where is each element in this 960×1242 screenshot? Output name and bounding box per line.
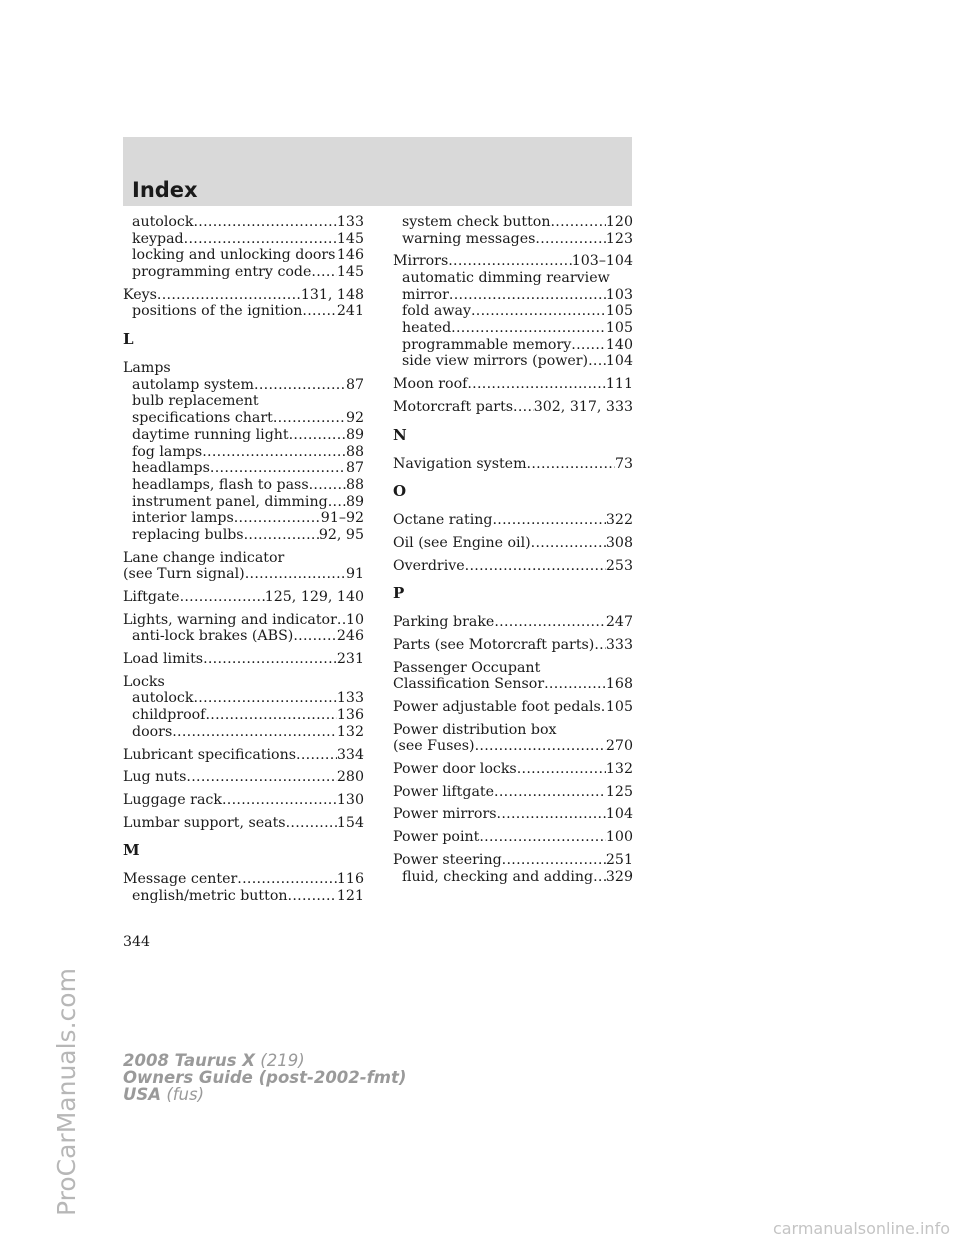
page-reference: 133: [336, 690, 364, 707]
index-subentry-line: [123, 527, 364, 544]
index-entry: [393, 722, 633, 755]
index-entry: [393, 456, 633, 473]
page-reference: 103–104: [571, 253, 633, 270]
index-entry: [393, 214, 633, 247]
dot-leader: [550, 214, 605, 231]
page-reference: 132: [336, 723, 364, 740]
index-entry: [393, 829, 633, 846]
index-entry: [123, 769, 364, 786]
page-reference: 246: [336, 628, 364, 645]
page-reference: 105: [605, 320, 633, 337]
dot-leader: [288, 888, 337, 905]
index-subentry-line: [123, 724, 364, 741]
footer-model: 2008 Taurus X: [123, 1051, 256, 1070]
page-reference: 247: [605, 614, 633, 631]
dot-leader: [588, 354, 606, 371]
index-entry-line: [393, 761, 633, 778]
entry-text: programmable memory: [402, 336, 572, 353]
page-reference: 103: [605, 286, 633, 303]
page-number: 344: [123, 934, 151, 950]
index-entry: [123, 287, 364, 320]
index-subentry-line: [123, 494, 364, 511]
index-column-left: [123, 214, 364, 911]
entry-text: Oil (see Engine oil): [393, 534, 531, 551]
entry-text: doors: [132, 723, 173, 740]
index-entry: [123, 612, 364, 645]
index-subentry-line: [123, 477, 364, 494]
dot-leader: [513, 399, 534, 416]
dot-leader: [449, 287, 606, 304]
page-reference: 132: [605, 761, 633, 778]
entry-text: Message center: [123, 871, 238, 888]
page-reference: 120: [605, 214, 633, 230]
page-reference: 105: [605, 699, 633, 716]
page-reference: 10: [345, 611, 364, 628]
entry-text: (see Turn signal): [123, 566, 245, 583]
page-reference: 116: [336, 871, 364, 888]
index-subentry-line: [393, 320, 633, 337]
dot-leader: [448, 253, 572, 270]
dot-leader: [234, 510, 321, 527]
dot-leader: [296, 747, 337, 764]
entry-text: warning messages: [402, 230, 536, 247]
entry-text: Power liftgate: [393, 783, 495, 800]
entry-text: fold away: [402, 303, 471, 320]
index-subentry-line: [393, 303, 633, 320]
page-reference: 104: [605, 353, 633, 370]
dot-leader: [492, 512, 605, 529]
index-entry: [393, 512, 633, 529]
entry-text: Classification Sensor: [393, 676, 545, 693]
index-entry-line: [393, 535, 633, 552]
entry-text: Luggage rack: [123, 791, 222, 808]
index-subentry-line: [123, 303, 364, 320]
index-entry-line: [393, 852, 633, 869]
dot-leader: [237, 871, 337, 888]
page-reference: 154: [336, 814, 364, 831]
index-entry: [393, 376, 633, 393]
index-subentry-line: [393, 337, 633, 354]
index-entry: [123, 871, 364, 904]
dot-leader: [184, 231, 337, 248]
footer-line-market: [123, 1086, 406, 1103]
index-entry-line: [393, 512, 633, 529]
page-reference: 231: [336, 651, 364, 668]
entry-text: daytime running light: [132, 426, 289, 443]
entry-text: Liftgate: [123, 589, 180, 606]
index-entry: [393, 535, 633, 552]
index-letter-heading: M: [123, 841, 140, 860]
index-entry-line: [393, 456, 633, 473]
page-reference: 104: [605, 806, 633, 823]
entry-text: headlamps: [132, 460, 210, 477]
page-reference: 302, 317, 333: [533, 398, 633, 415]
page-reference: 89: [345, 426, 364, 443]
page-reference: 241: [336, 303, 364, 320]
dot-leader: [531, 535, 606, 552]
dot-leader: [157, 287, 301, 304]
footer-line-model: [123, 1052, 406, 1069]
entry-text: (see Fuses): [393, 738, 475, 755]
page-reference: 145: [336, 264, 364, 281]
page-reference: 145: [336, 230, 364, 247]
index-entry-line: [123, 550, 364, 567]
page-reference: 73: [614, 455, 633, 472]
index-subentry-line: [123, 394, 364, 411]
footer-market-code: (fus): [166, 1085, 205, 1104]
footer-model-code: (219): [260, 1051, 305, 1070]
page-reference: 87: [345, 460, 364, 477]
index-subentry-line: [123, 691, 364, 708]
index-entry-line: [393, 376, 633, 393]
index-entry: [123, 747, 364, 764]
index-entry-line: [393, 253, 633, 270]
dot-leader: [245, 566, 346, 583]
entry-text: autolamp system: [132, 376, 255, 393]
index-entry-line: [393, 676, 633, 693]
index-subentry-line: [123, 264, 364, 281]
entry-text: Parking brake: [393, 614, 495, 631]
entry-text: Power mirrors: [393, 806, 497, 823]
entry-text: specifications chart: [132, 410, 273, 427]
dot-leader: [311, 264, 336, 281]
index-entry-line: [393, 637, 633, 654]
index-entry-line: [123, 769, 364, 786]
dot-leader: [210, 460, 346, 477]
index-entry-line: [123, 589, 364, 606]
entry-text: Mirrors: [393, 253, 449, 270]
page-reference: 322: [605, 512, 633, 529]
page-reference: 88: [345, 443, 364, 460]
entry-text: autolock: [132, 690, 194, 707]
entry-text: english/metric button: [132, 888, 288, 904]
index-subentry-line: [123, 444, 364, 461]
index-entry: [393, 637, 633, 654]
index-entry-line: [393, 699, 633, 716]
entry-text: bulb replacement: [132, 393, 259, 410]
index-letter-heading: L: [123, 330, 134, 349]
index-subentry-line: [393, 231, 633, 248]
page-reference: 105: [605, 303, 633, 320]
entry-text: keypad: [132, 230, 184, 247]
entry-text: fluid, checking and adding: [402, 868, 594, 885]
index-subentry-line: [123, 628, 364, 645]
index-entry-line: [123, 651, 364, 668]
index-subentry-line: [123, 377, 364, 394]
index-entry: [123, 360, 364, 544]
index-subentry-line: [393, 869, 633, 886]
dot-leader: [286, 815, 337, 832]
index-entry: [393, 761, 633, 778]
page-reference: 329: [605, 868, 633, 885]
entry-text: Lumbar support, seats: [123, 814, 286, 831]
entry-text: Locks: [123, 673, 165, 690]
index-entry: [393, 399, 633, 416]
index-entry: [393, 699, 633, 716]
dot-leader: [527, 456, 615, 473]
index-letter-heading: N: [393, 425, 407, 444]
dot-leader: [328, 494, 346, 511]
index-entry-line: [123, 360, 364, 377]
page-reference: 146: [336, 247, 364, 264]
entry-text: mirror: [402, 286, 449, 303]
entry-text: Power door locks: [393, 761, 517, 778]
index-entry-line: [393, 660, 633, 677]
dot-leader: [254, 377, 346, 394]
page-reference: 89: [345, 493, 364, 510]
entry-text: Keys: [123, 286, 157, 303]
index-entry-line: [123, 747, 364, 764]
entry-text: instrument panel, dimming: [132, 493, 328, 510]
index-entry-line: [123, 612, 364, 629]
entry-text: interior lamps: [132, 510, 234, 527]
dot-leader: [475, 738, 606, 755]
entry-text: automatic dimming rearview: [402, 270, 610, 287]
index-entry-line: [123, 566, 364, 583]
watermark-procarmanuals: ProCarManuals.com: [52, 968, 81, 1216]
page-reference: 333: [605, 637, 633, 653]
entry-text: anti-lock brakes (ABS): [132, 628, 294, 645]
page-reference: 308: [605, 534, 633, 551]
page-reference: 168: [605, 676, 633, 693]
dot-leader: [302, 303, 336, 320]
index-entry-line: [393, 829, 633, 846]
index-entry-line: [123, 287, 364, 304]
dot-leader: [289, 427, 346, 444]
index-entry: [123, 815, 364, 832]
entry-text: Load limits: [123, 651, 204, 668]
page-reference: 125, 129, 140: [264, 589, 364, 606]
section-title: Index: [132, 178, 198, 202]
footer-line-guide: [123, 1069, 406, 1086]
index-subentry-line: [393, 270, 633, 287]
entry-text: Motorcraft parts: [393, 398, 514, 415]
entry-text: childproof: [132, 707, 206, 724]
entry-text: Lights, warning and indicator: [123, 611, 337, 628]
dot-leader: [205, 707, 336, 724]
index-subentry-line: [123, 460, 364, 477]
dot-leader: [494, 784, 606, 801]
dot-leader: [273, 410, 346, 427]
index-subentry-line: [123, 231, 364, 248]
index-entry-line: [393, 558, 633, 575]
page-reference: 100: [605, 829, 633, 846]
dot-leader: [202, 444, 346, 461]
page-reference: 125: [605, 783, 633, 800]
dot-leader: [244, 527, 319, 544]
entry-text: Power point: [393, 829, 480, 846]
index-subentry-line: [123, 707, 364, 724]
page-reference: 130: [336, 791, 364, 808]
index-entry-line: [393, 738, 633, 755]
entry-text: Navigation system: [393, 455, 527, 472]
index-entry-line: [393, 784, 633, 801]
page-reference: 91: [345, 566, 364, 583]
dot-leader: [497, 807, 606, 824]
entry-text: autolock: [132, 214, 194, 230]
dot-leader: [186, 769, 336, 786]
document-footer: [123, 1052, 406, 1103]
dot-leader: [502, 852, 606, 869]
entry-text: Lane change indicator: [123, 549, 285, 566]
index-subentry-line: [393, 214, 633, 231]
index-entry: [393, 807, 633, 824]
dot-leader: [193, 214, 336, 231]
dot-leader: [544, 676, 606, 693]
page-reference: 131, 148: [300, 286, 364, 303]
dot-leader: [494, 614, 606, 631]
index-subentry-line: [123, 214, 364, 231]
page-reference: 270: [605, 738, 633, 755]
page-reference: 280: [336, 769, 364, 786]
index-entry: [123, 792, 364, 809]
dot-leader: [535, 231, 605, 248]
index-entry-line: [393, 399, 633, 416]
dot-leader: [172, 724, 337, 741]
index-entry: [123, 589, 364, 606]
entry-text: headlamps, flash to pass: [132, 476, 309, 493]
entry-text: Lamps: [123, 360, 171, 377]
dot-leader: [467, 376, 606, 393]
entry-text: Power distribution box: [393, 721, 557, 738]
page-reference: 136: [336, 707, 364, 724]
entry-text: Parts (see Motorcraft parts): [393, 637, 595, 653]
entry-text: system check button: [402, 214, 551, 230]
page-reference: 121: [336, 888, 364, 904]
entry-text: side view mirrors (power): [402, 353, 589, 370]
entry-text: Passenger Occupant: [393, 659, 541, 676]
index-subentry-line: [393, 354, 633, 371]
page-reference: 91–92: [320, 510, 364, 527]
index-letter-heading: P: [393, 584, 405, 603]
watermark-carmanualsonline: carmanualsonline.info: [772, 1219, 950, 1238]
entry-text: Moon roof: [393, 376, 468, 393]
page-reference: 92, 95: [318, 527, 364, 543]
dot-leader: [293, 628, 337, 645]
index-letter-heading: O: [393, 482, 407, 501]
index-entry: [123, 674, 364, 741]
page-reference: 88: [345, 476, 364, 493]
dot-leader: [479, 829, 606, 846]
index-column-right: [393, 214, 633, 891]
index-entry: [123, 214, 364, 281]
index-entry-line: [123, 674, 364, 691]
index-entry: [393, 660, 633, 693]
index-entry-line: [123, 792, 364, 809]
page-reference: 140: [605, 336, 633, 353]
dot-leader: [571, 337, 606, 354]
index-entry: [123, 550, 364, 583]
footer-guide: Owners Guide (post-2002-fmt): [123, 1068, 407, 1087]
page-reference: 92: [345, 410, 364, 427]
index-subentry-line: [393, 287, 633, 304]
dot-leader: [465, 558, 606, 575]
page-reference: 123: [605, 230, 633, 247]
index-subentry-line: [123, 427, 364, 444]
dot-leader: [193, 691, 336, 708]
page-reference: 111: [605, 376, 633, 393]
dot-leader: [451, 320, 606, 337]
section-header-band: [123, 137, 632, 206]
dot-leader: [203, 651, 337, 668]
entry-text: Octane rating: [393, 512, 493, 529]
dot-leader: [309, 477, 346, 494]
dot-leader: [517, 761, 606, 778]
index-subentry-line: [123, 510, 364, 527]
index-entry-line: [123, 871, 364, 888]
dot-leader: [222, 792, 337, 809]
dot-leader: [180, 589, 265, 606]
dot-leader: [593, 869, 606, 886]
entry-text: fog lamps: [132, 443, 203, 460]
entry-text: replacing bulbs: [132, 527, 244, 543]
index-subentry-line: [123, 247, 364, 264]
entry-text: Power adjustable foot pedals: [393, 699, 601, 716]
index-entry-line: [393, 807, 633, 824]
entry-text: Lug nuts: [123, 769, 187, 786]
index-subentry-line: [123, 888, 364, 905]
index-entry: [393, 253, 633, 370]
page-reference: 253: [605, 557, 633, 574]
index-entry-line: [123, 815, 364, 832]
entry-text: heated: [402, 320, 452, 337]
index-entry: [393, 852, 633, 885]
dot-leader: [594, 637, 606, 654]
index-entry-line: [393, 722, 633, 739]
footer-market: USA: [123, 1085, 162, 1104]
entry-text: Lubricant specifications: [123, 746, 297, 763]
dot-leader: [471, 303, 606, 320]
index-entry: [393, 784, 633, 801]
entry-text: positions of the ignition: [132, 303, 303, 320]
entry-text: locking and unlocking doors: [132, 247, 336, 264]
dot-leader: [337, 612, 346, 629]
index-subentry-line: [123, 410, 364, 427]
index-entry: [393, 614, 633, 631]
page-reference: 87: [345, 376, 364, 393]
page-reference: 133: [336, 214, 364, 230]
page-reference: 251: [605, 851, 633, 868]
index-entry: [393, 558, 633, 575]
page-reference: 334: [336, 746, 364, 763]
index-entry-line: [393, 614, 633, 631]
entry-text: programming entry code: [132, 264, 312, 281]
entry-text: Overdrive: [393, 557, 465, 574]
entry-text: Power steering: [393, 851, 502, 868]
index-entry: [123, 651, 364, 668]
